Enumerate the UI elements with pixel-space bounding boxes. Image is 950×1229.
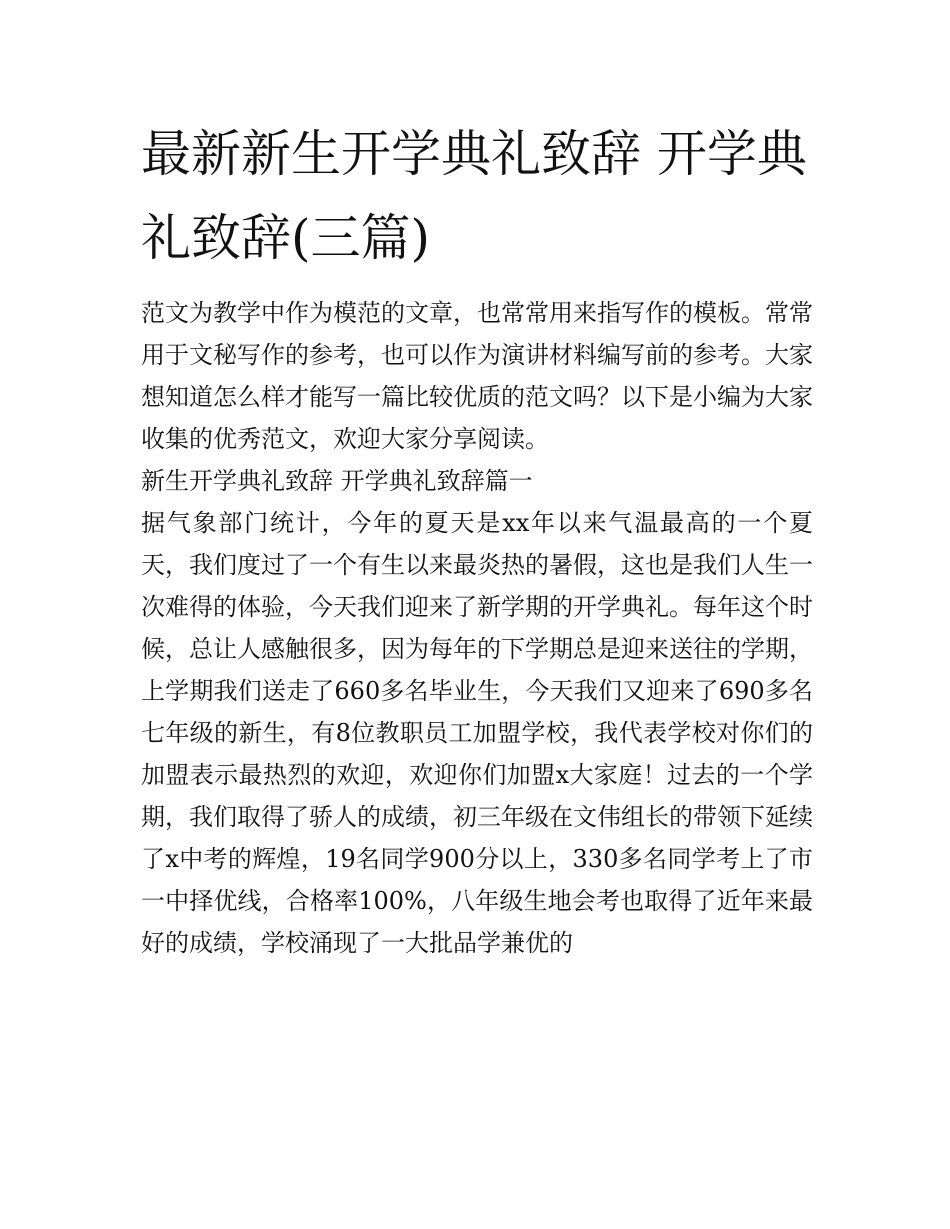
- intro-paragraph: 范文为教学中作为模范的文章，也常常用来指写作的模板。常常用于文秘写作的参考，也可以作为演讲材料编写前的参考。大家想知道怎么样才能写一篇比较优质的范文吗？以下是小编为大家收集的优秀范文，欢迎大家分享阅读。: [141, 299, 813, 453]
- document-title: 最新新生开学典礼致辞 开学典礼致辞(三篇): [141, 125, 807, 267]
- document-content: [141, 112, 813, 964]
- section-heading: 新生开学典礼致辞 开学典礼致辞篇一: [141, 467, 533, 495]
- body-paragraph: 据气象部门统计，今年的夏天是xx年以来气温最高的一个夏天，我们度过了一个有生以来最炎热的暑假，这也是我们人生一次难得的体验，今天我们迎来了新学期的开学典礼。每年这个时候，总让人感触很多，因为每年的下学期总是迎来送往的学期，上学期我们送走了660多名毕业生，今天我们又迎来了690多名七年级的新生，有8位教职员工加盟学校，我代表学校对你们的加盟表示最热烈的欢迎，欢迎你们加盟x大家庭！过去的一个学期，我们取得了骄人的成绩，初三年级在文伟组长的带领下延续了x中考的辉煌，19名同学900分以上，330多名同学考上了市一中择优线，合格率100%，八年级生地会考也取得了近年来最好的成绩，学校涌现了一大批品学兼优的: [141, 509, 813, 957]
